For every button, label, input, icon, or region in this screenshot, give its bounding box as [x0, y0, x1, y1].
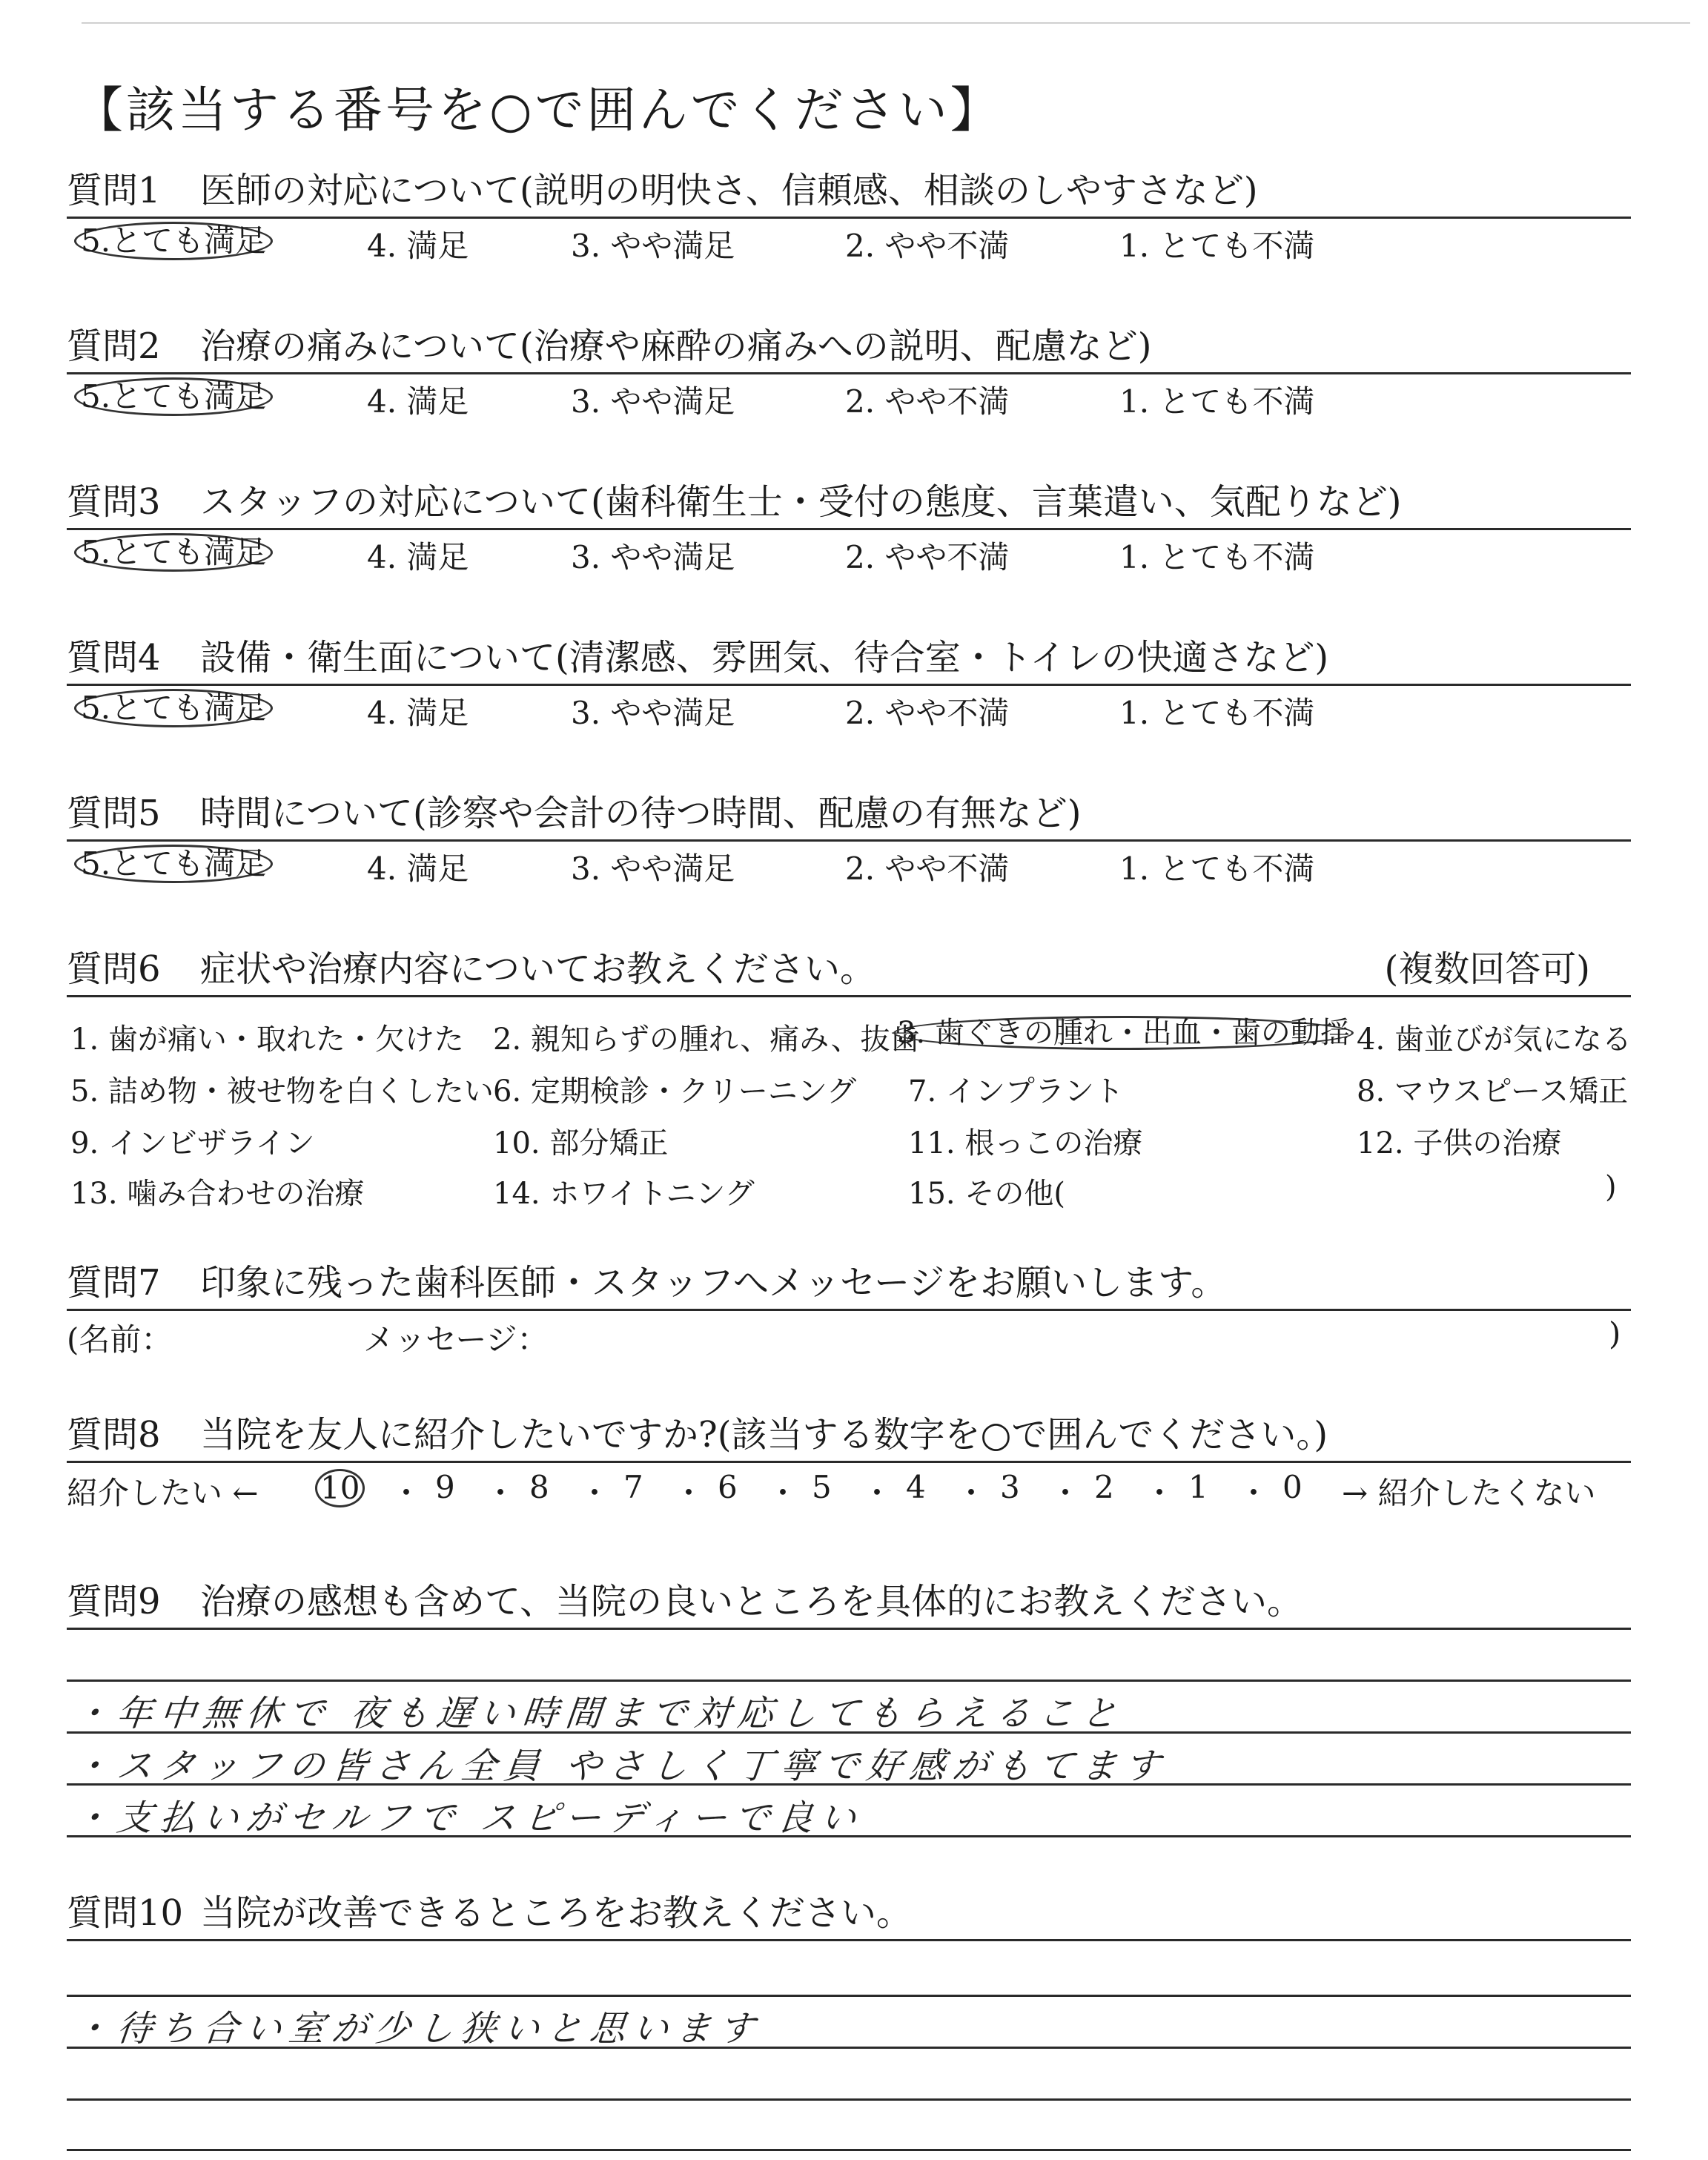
other-close-paren: ) [1605, 1170, 1617, 1204]
option-1[interactable]: 1. とても不満 [1119, 539, 1315, 575]
selection-circle: 5.とても満足 [74, 377, 273, 416]
scale-value[interactable]: 9 [435, 1469, 455, 1505]
question-number: 質問5 [67, 793, 161, 834]
option-1[interactable]: 1. とても不満 [1119, 851, 1315, 887]
option-4[interactable]: 4. 満足 [367, 539, 469, 575]
handwritten-answer: ・年中無休で 夜も遅い時間まで対応してもらえること [71, 1693, 1127, 1734]
option-2[interactable]: 2. やや不満 [845, 695, 1010, 731]
option-3[interactable]: 3. やや満足 [571, 228, 735, 264]
option-5[interactable] [74, 689, 273, 727]
option-3[interactable]: 3. やや満足 [571, 539, 735, 575]
question-number: 質問1 [67, 170, 161, 211]
option-3[interactable]: 3. やや満足 [571, 383, 735, 420]
question-text: 当院を友人に紹介したいですか?(該当する数字を○で囲んでください。) [200, 1414, 1328, 1456]
selection-circle: 5.とても満足 [74, 845, 273, 883]
question-8 [67, 1409, 1631, 1516]
scale-value[interactable]: 6 [718, 1469, 738, 1505]
rule [67, 1939, 1631, 1941]
rule [67, 995, 1631, 997]
page-title: 【該当する番号を○で囲んでください】 [74, 82, 1002, 139]
question-7 [67, 1257, 1631, 1360]
recommend-scale [67, 1469, 1631, 1516]
scale-dot: ・ [673, 1475, 705, 1511]
rule [67, 217, 1631, 219]
scale-value[interactable]: 2 [1094, 1469, 1114, 1505]
option-4[interactable]: 4. 満足 [367, 383, 469, 420]
rating-options [67, 845, 1631, 889]
name-label: (名前： [67, 1321, 173, 1358]
answer-line [67, 2149, 1631, 2151]
option-1[interactable]: 1. とても不満 [1119, 695, 1315, 731]
option-3[interactable]: 3. やや満足 [571, 851, 735, 887]
scale-dot: ・ [1238, 1475, 1270, 1511]
question-text: 治療の痛みについて(治療や麻酔の痛みへの説明、配慮など) [200, 326, 1152, 367]
symptom-item[interactable]: 13. 噛み合わせの治療 [70, 1177, 365, 1211]
option-2[interactable]: 2. やや不満 [845, 851, 1010, 887]
question-5 [67, 787, 1631, 889]
scale-value[interactable]: 4 [906, 1469, 926, 1505]
question-4 [67, 632, 1631, 733]
scale-value[interactable]: 3 [1000, 1469, 1020, 1505]
option-5[interactable] [74, 377, 273, 416]
scale-dot: ・ [579, 1475, 611, 1511]
question-10 [67, 1887, 1631, 1941]
symptom-item[interactable]: 4. 歯並びが気になる [1357, 1023, 1632, 1057]
scale-dot: ・ [391, 1475, 423, 1511]
option-3[interactable]: 3. やや満足 [571, 695, 735, 731]
symptom-item[interactable]: 5. 詰め物・被せ物を白くしたい [70, 1074, 494, 1109]
question-number: 質問7 [67, 1262, 161, 1304]
question-9 [67, 1576, 1631, 1630]
question-1 [67, 165, 1631, 266]
option-2[interactable]: 2. やや不満 [845, 539, 1010, 575]
option-4[interactable]: 4. 満足 [367, 228, 469, 264]
question-number: 質問4 [67, 637, 161, 678]
selection-circle: 10 [315, 1469, 365, 1507]
option-1[interactable]: 1. とても不満 [1119, 228, 1315, 264]
question-text: 医師の対応について(説明の明快さ、信頼感、相談のしやすさなど) [200, 170, 1258, 211]
question-6 [67, 943, 1631, 997]
symptom-item[interactable]: 12. 子供の治療 [1357, 1126, 1562, 1160]
symptom-item-selected[interactable] [893, 1016, 1354, 1050]
scale-dot: ・ [485, 1475, 517, 1511]
question-number: 質問3 [67, 481, 161, 523]
scale-right-label: → 紹介したくない [1342, 1475, 1596, 1511]
question-text: スタッフの対応について(歯科衛生士・受付の態度、言葉遣い、気配りなど) [200, 481, 1402, 523]
question-number: 質問10 [67, 1892, 184, 1934]
answer-line [67, 1680, 1631, 1682]
symptom-item[interactable]: 9. インビザライン [70, 1126, 315, 1160]
symptom-item[interactable]: 1. 歯が痛い・取れた・欠けた [70, 1023, 464, 1057]
handwritten-answer: ・支払いがセルフで スピーディーで良い [71, 1797, 866, 1839]
selection-circle: 3. 歯ぐきの腫れ・出血・歯の動揺 [893, 1016, 1354, 1050]
option-2[interactable]: 2. やや不満 [845, 228, 1010, 264]
answer-line [67, 2098, 1631, 2101]
question-number: 質問8 [67, 1414, 161, 1456]
option-4[interactable]: 4. 満足 [367, 695, 469, 731]
message-label[interactable]: メッセージ： [363, 1321, 549, 1358]
scale-left-label: 紹介したい ← [67, 1475, 259, 1511]
scale-dot: ・ [1050, 1475, 1082, 1511]
symptom-item[interactable]: 6. 定期検診・クリーニング [493, 1074, 857, 1109]
rating-options [67, 377, 1631, 422]
scale-value[interactable]: 8 [529, 1469, 549, 1505]
scale-value[interactable]: 7 [623, 1469, 643, 1505]
scale-dot: ・ [767, 1475, 799, 1511]
question-text: 症状や治療内容についてお教えください。 [200, 948, 876, 990]
option-2[interactable]: 2. やや不満 [845, 383, 1010, 420]
symptom-item[interactable]: 7. インプラント [908, 1074, 1124, 1109]
scale-dot: ・ [956, 1475, 987, 1511]
question-text: 印象に残った歯科医師・スタッフへメッセージをお願いします。 [200, 1262, 1227, 1304]
scale-dot: ・ [1144, 1475, 1176, 1511]
message-field [67, 1315, 1631, 1360]
rule [67, 684, 1631, 686]
top-rule [82, 22, 1690, 24]
question-3 [67, 476, 1631, 578]
close-paren: ) [1609, 1315, 1621, 1352]
rule [67, 528, 1631, 530]
rule [67, 1628, 1631, 1630]
option-5[interactable] [74, 222, 273, 260]
option-5[interactable] [74, 845, 273, 883]
scale-value[interactable]: 1 [1188, 1469, 1208, 1505]
symptom-item[interactable]: 2. 親知らずの腫れ、痛み、抜歯 [493, 1023, 920, 1057]
rule [67, 1309, 1631, 1311]
question-text: 治療の感想も含めて、当院の良いところを具体的にお教えください。 [200, 1581, 1303, 1622]
rating-options [67, 689, 1631, 733]
question-number: 質問2 [67, 326, 161, 367]
answer-line [67, 1995, 1631, 1997]
symptom-item[interactable]: 8. マウスピース矯正 [1357, 1074, 1629, 1109]
question-text: 当院が改善できるところをお教えください。 [200, 1892, 913, 1934]
rating-options [67, 222, 1631, 266]
selection-circle: 5.とても満足 [74, 533, 273, 572]
option-4[interactable]: 4. 満足 [367, 851, 469, 887]
question-2 [67, 320, 1631, 422]
symptom-item[interactable]: 11. 根っこの治療 [908, 1126, 1143, 1160]
symptom-item-other[interactable]: 15. その他( [908, 1177, 1065, 1211]
selection-circle: 5.とても満足 [74, 689, 273, 727]
question-number: 質問6 [67, 948, 161, 990]
scale-dot: ・ [861, 1475, 893, 1511]
symptom-item[interactable]: 10. 部分矯正 [493, 1126, 669, 1160]
option-5[interactable] [74, 533, 273, 572]
question-text: 時間について(診察や会計の待つ時間、配慮の有無など) [200, 793, 1082, 834]
option-1[interactable]: 1. とても不満 [1119, 383, 1315, 420]
question-text: 設備・衛生面について(清潔感、雰囲気、待合室・トイレの快適さなど) [200, 637, 1329, 678]
rating-options [67, 533, 1631, 578]
multiple-answer-note: (複数回答可) [1384, 948, 1590, 990]
rule [67, 372, 1631, 374]
handwritten-answer: ・待ち合い室が少し狭いと思います [71, 2008, 764, 2050]
rule [67, 839, 1631, 842]
question-number: 質問9 [67, 1581, 161, 1622]
scale-value[interactable]: 5 [812, 1469, 832, 1505]
handwritten-answer: ・スタッフの皆さん全員 やさしく丁寧で好感がもてます [71, 1745, 1170, 1787]
scale-value[interactable]: 0 [1282, 1469, 1302, 1505]
rule [67, 1461, 1631, 1463]
symptom-item[interactable]: 14. ホワイトニング [493, 1177, 755, 1211]
selection-circle: 5.とても満足 [74, 222, 273, 260]
